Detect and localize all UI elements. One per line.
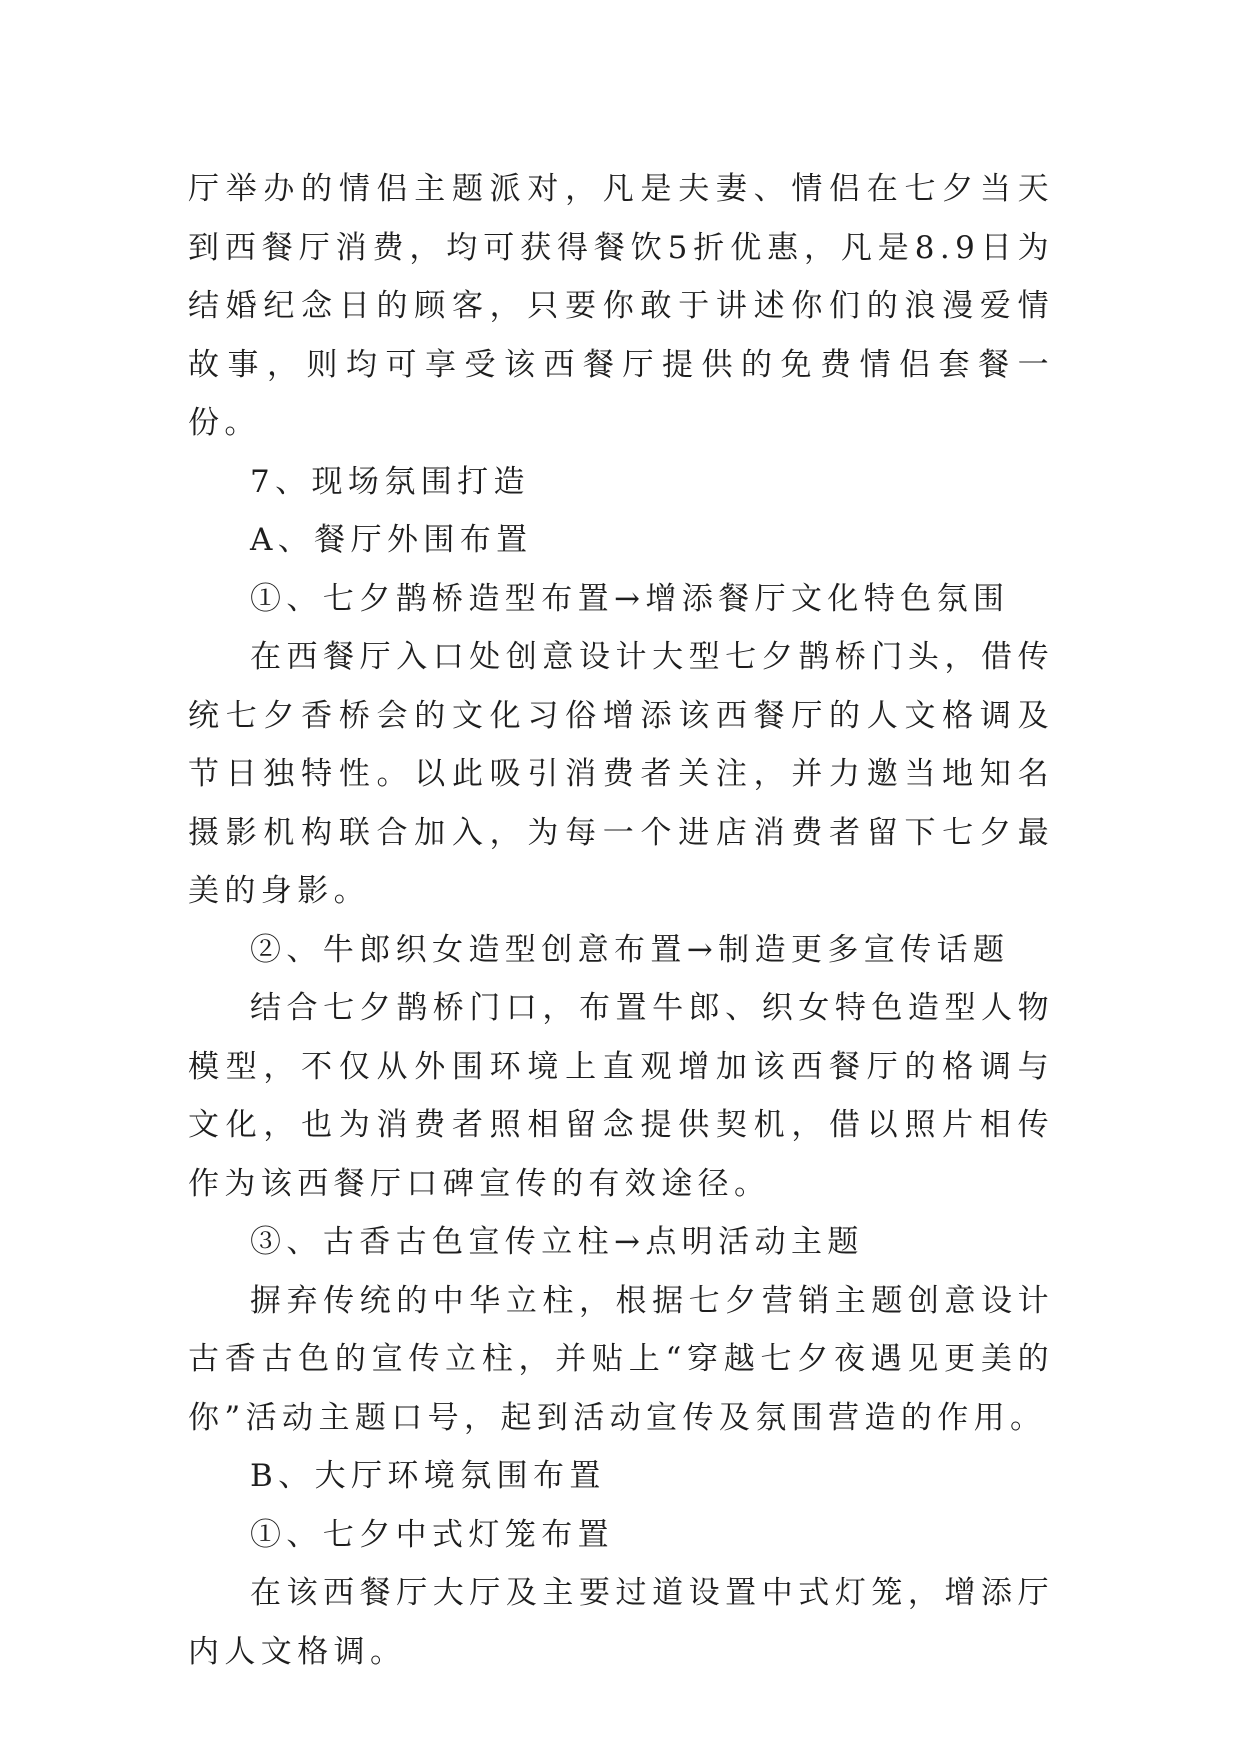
paragraph-a1: 在西餐厅入口处创意设计大型七夕鹊桥门头，借传统七夕香桥会的文化习俗增添该西餐厅的人文格调及节日独特性。以此吸引消费者关注，并力邀当地知名摄影机构联合加入，为每一个进店消费者留下七夕最美的身影。 (188, 639, 1054, 909)
item-heading-a3: ③、古香古色宣传立柱→点明活动主题 (250, 1224, 864, 1260)
paragraph-a2: 结合七夕鹊桥门口，布置牛郎、织女特色造型人物模型，不仅从外围环境上直观增加该西餐厅的格调与文化，也为消费者照相留念提供契机，借以照片相传作为该西餐厅口碑宣传的有效途径。 (188, 990, 1054, 1202)
document-body (188, 160, 1054, 1681)
item-heading-a1: ①、七夕鹊桥造型布置→增添餐厅文化特色氛围 (250, 580, 1010, 617)
paragraph-a3: 摒弃传统的中华立柱，根据七夕营销主题创意设计古香古色的宣传立柱，并贴上“穿越七夕夜遇见更美的你”活动主题口号，起到活动宣传及氛围营造的作用。 (188, 1282, 1054, 1436)
section-heading-7: 7、现场氛围打造 (250, 463, 530, 500)
subsection-heading-b: B、大厅环境氛围布置 (250, 1458, 606, 1494)
paragraph-b1: 在该西餐厅大厅及主要过道设置中式灯笼，增添厅内人文格调。 (188, 1575, 1054, 1670)
subsection-heading-a: A、餐厅外围布置 (250, 522, 533, 558)
paragraph-continuation: 厅举办的情侣主题派对，凡是夫妻、情侣在七夕当天到西餐厅消费，均可获得餐饮5折优惠，凡是8.9日为结婚纪念日的顾客，只要你敢于讲述你们的浪漫爱情故事，则均可享受该西餐厅提供的免费情侣套餐一份。 (188, 171, 1054, 441)
item-heading-a2: ②、牛郎织女造型创意布置→制造更多宣传话题 (250, 931, 1010, 968)
item-heading-b1: ①、七夕中式灯笼布置 (250, 1516, 614, 1553)
